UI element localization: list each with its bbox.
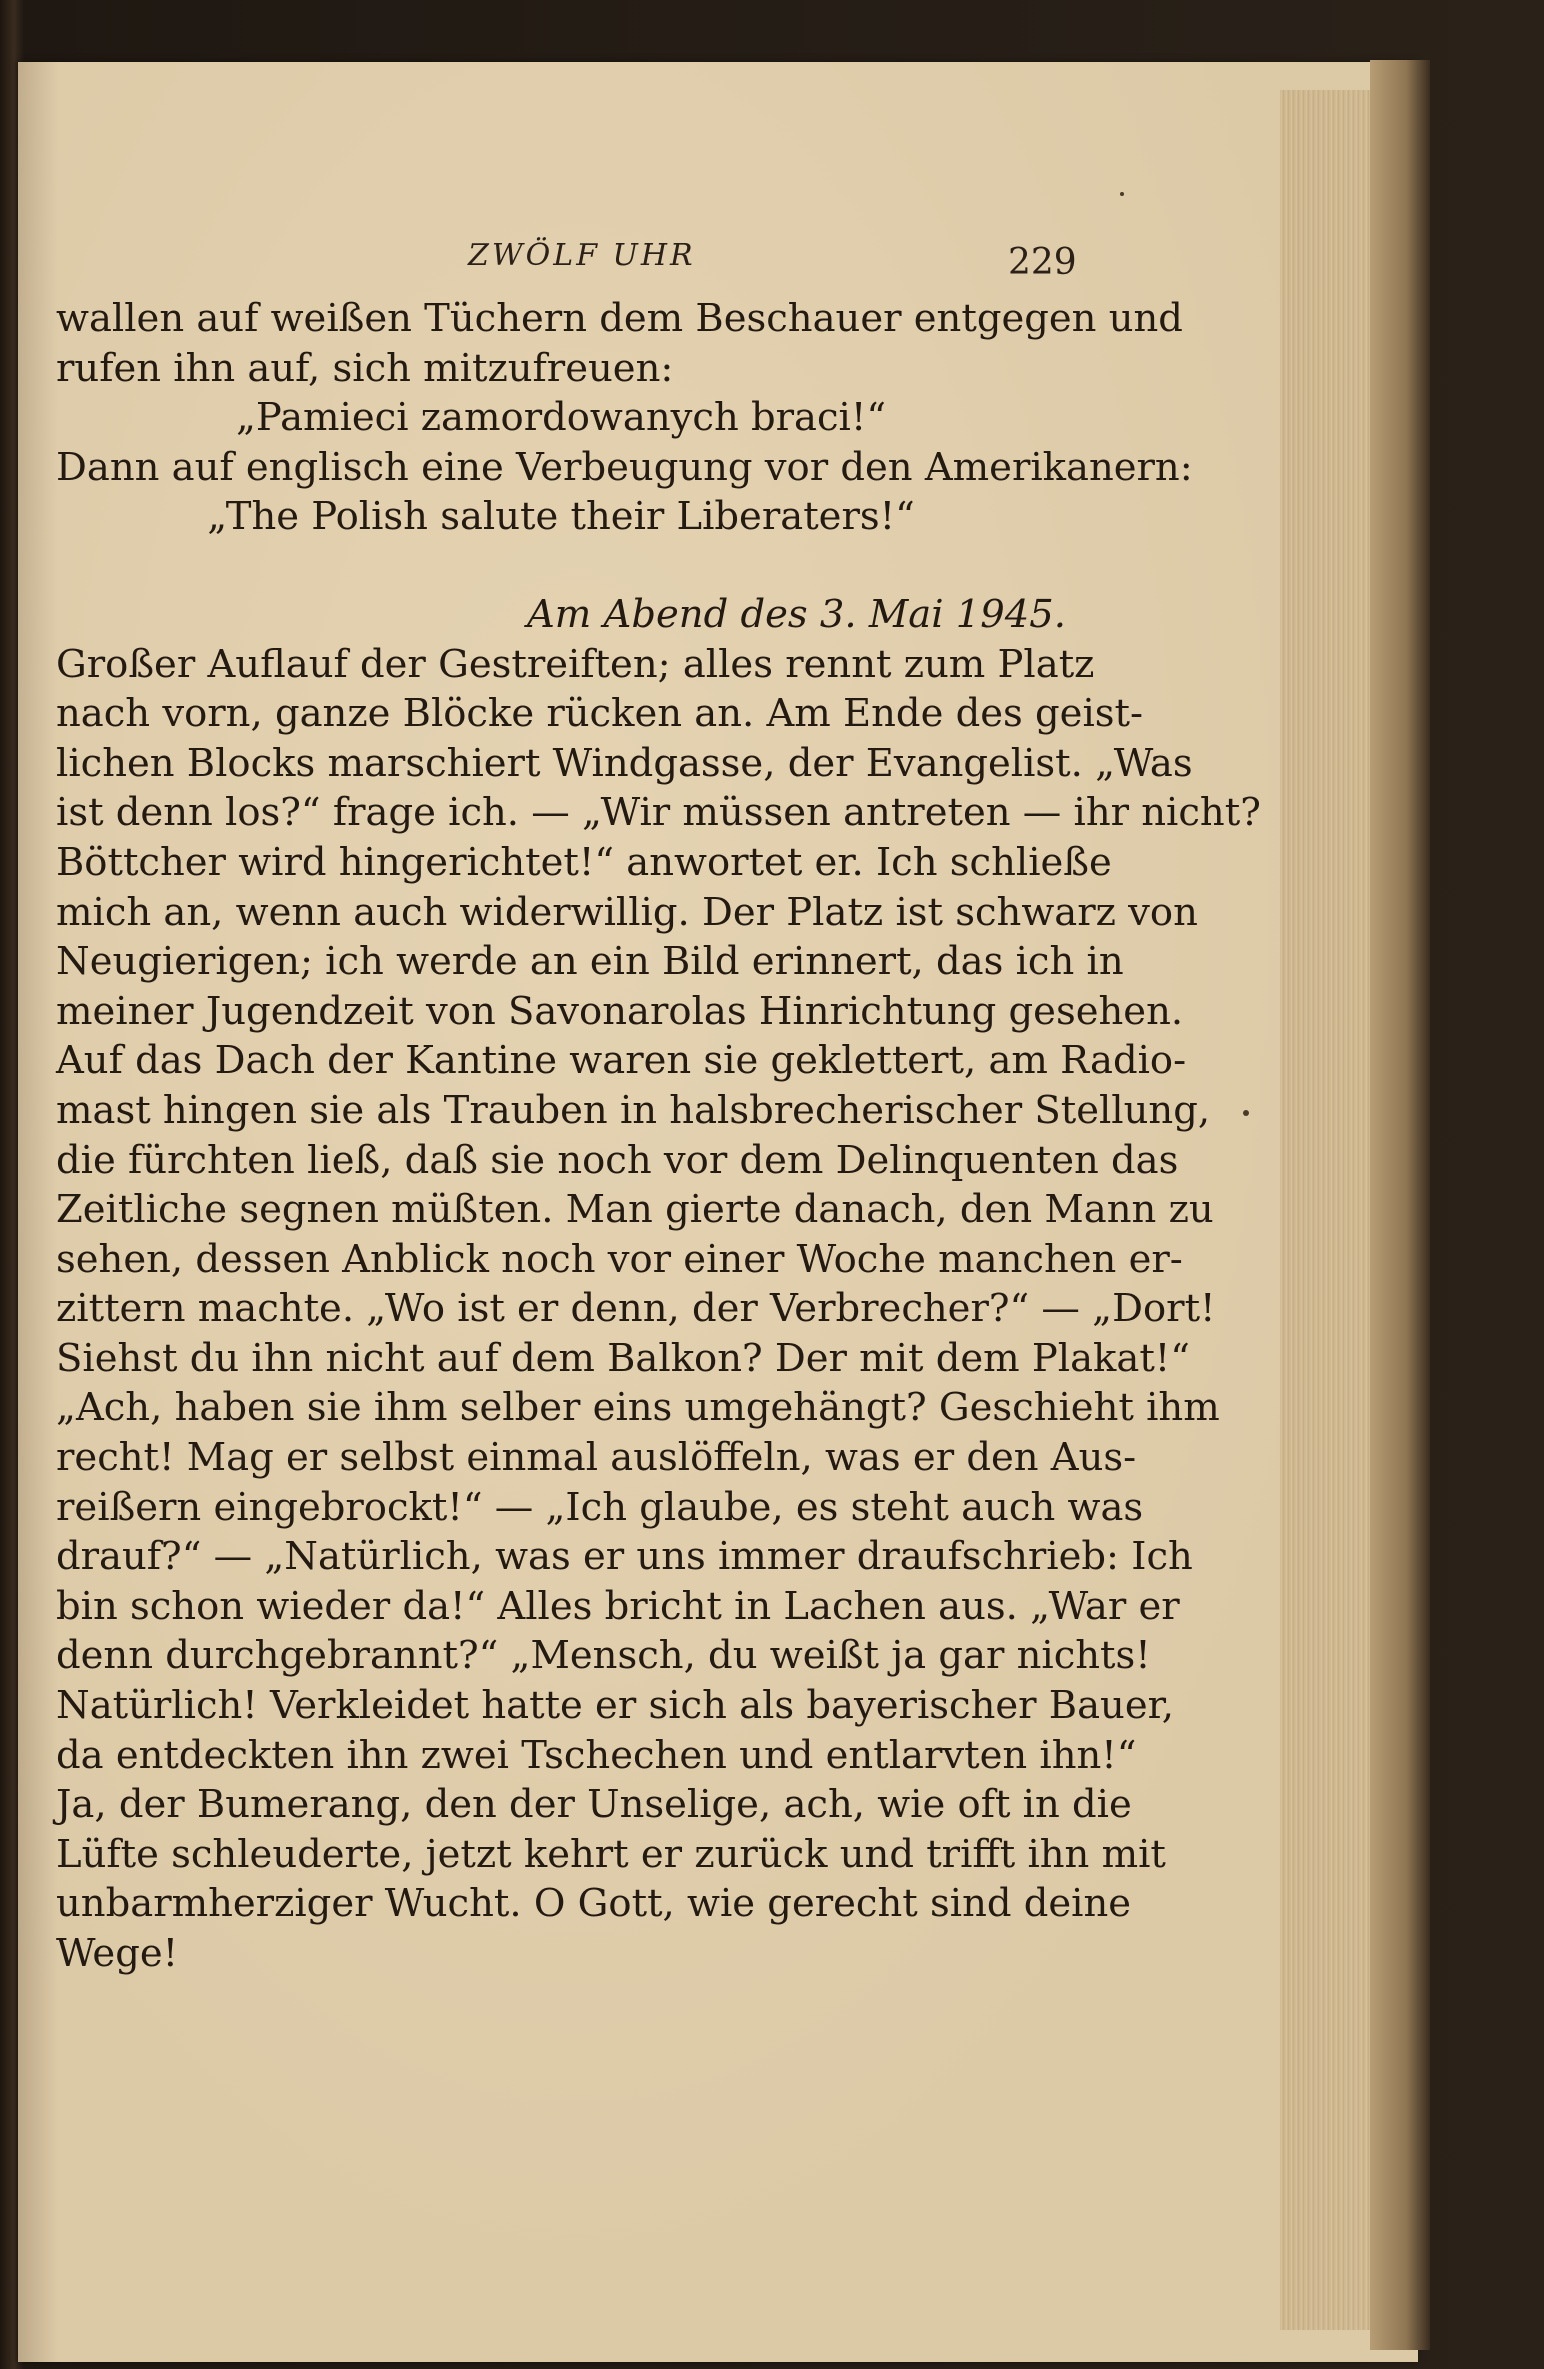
- text-line: sehen, dessen Anblick noch vor einer Woche manchen er-: [56, 1236, 1183, 1282]
- text-line: Lüfte schleuderte, jetzt kehrt er zurück und trifft ihn mit: [56, 1831, 1166, 1877]
- text-line: drauf?“ — „Natürlich, was er uns immer draufschrieb: Ich: [56, 1534, 1193, 1580]
- text-line: Zeitliche segnen müßten. Man gierte danach, den Mann zu: [56, 1187, 1214, 1233]
- quoted-line: „Pamieci zamordowanych braci!“: [235, 395, 887, 441]
- paper-speck: [1243, 1110, 1249, 1116]
- paper-speck: [1120, 192, 1124, 196]
- text-line: die fürchten ließ, daß sie noch vor dem Delinquenten das: [56, 1137, 1179, 1183]
- text-line: Großer Auflauf der Gestreiften; alles rennt zum Platz: [56, 641, 1095, 687]
- quoted-line: „The Polish salute their Liberaters!“: [207, 494, 915, 540]
- text-line: lichen Blocks marschiert Windgasse, der Evangelist. „Was: [56, 740, 1193, 786]
- section-gap: [56, 542, 1066, 590]
- text-line: mich an, wenn auch widerwillig. Der Platz ist schwarz von: [56, 889, 1198, 935]
- page-header: [0, 230, 1100, 290]
- date-line: Am Abend des 3. Mai 1945.: [527, 591, 1066, 637]
- text-line: bin schon wieder da!“ Alles bricht in Lachen aus. „War er: [56, 1583, 1180, 1629]
- text-line: meiner Jugendzeit von Savonarolas Hinrichtung gesehen.: [56, 988, 1184, 1034]
- text-line: zittern machte. „Wo ist er denn, der Verbrecher?“ — „Dort!: [56, 1286, 1216, 1332]
- text-line: nach vorn, ganze Blöcke rücken an. Am Ende des geist-: [56, 691, 1144, 737]
- text-line: unbarmherziger Wucht. O Gott, wie gerecht sind deine: [56, 1881, 1132, 1927]
- running-head: ZWÖLF UHR: [468, 238, 696, 273]
- text-line: rufen ihn auf, sich mitzufreuen:: [56, 345, 674, 391]
- text-line: reißern eingebrockt!“ — „Ich glaube, es steht auch was: [56, 1484, 1144, 1530]
- text-line: wallen auf weißen Tüchern dem Beschauer entgegen und: [56, 296, 1183, 341]
- page-number: 229: [1008, 242, 1077, 283]
- text-line: „Ach, haben sie ihm selber eins umgehängt? Geschieht ihm: [56, 1385, 1220, 1431]
- text-line: Böttcher wird hingerichtet!“ anwortet er. Ich schließe: [56, 839, 1112, 885]
- text-line: Dann auf englisch eine Verbeugung vor den Amerikanern:: [56, 444, 1193, 490]
- book-cover-edge: [1370, 60, 1430, 2350]
- text-line: Wege!: [56, 1931, 179, 1976]
- page-stack-edge: [1280, 90, 1370, 2330]
- text-line: da entdeckten ihn zwei Tschechen und entlarvten ihn!“: [56, 1732, 1137, 1778]
- text-line: Natürlich! Verkleidet hatte er sich als bayerischer Bauer,: [56, 1683, 1175, 1729]
- text-line: denn durchgebrannt?“ „Mensch, du weißt ja gar nichts!: [56, 1633, 1151, 1679]
- text-line: Ja, der Bumerang, den der Unselige, ach, wie oft in die: [56, 1782, 1132, 1828]
- text-line: Auf das Dach der Kantine waren sie geklettert, am Radio-: [56, 1038, 1187, 1084]
- text-line: ist denn los?“ frage ich. — „Wir müssen antreten — ihr nicht?: [56, 790, 1261, 836]
- body-text: [56, 294, 1261, 1979]
- text-line: Neugierigen; ich werde an ein Bild erinnert, das ich in: [56, 939, 1124, 985]
- text-line: mast hingen sie als Trauben in halsbrecherischer Stellung,: [56, 1087, 1211, 1133]
- text-line: recht! Mag er selbst einmal auslöffeln, was er den Aus-: [56, 1435, 1137, 1481]
- text-line: Siehst du ihn nicht auf dem Balkon? Der mit dem Plakat!“: [56, 1335, 1190, 1381]
